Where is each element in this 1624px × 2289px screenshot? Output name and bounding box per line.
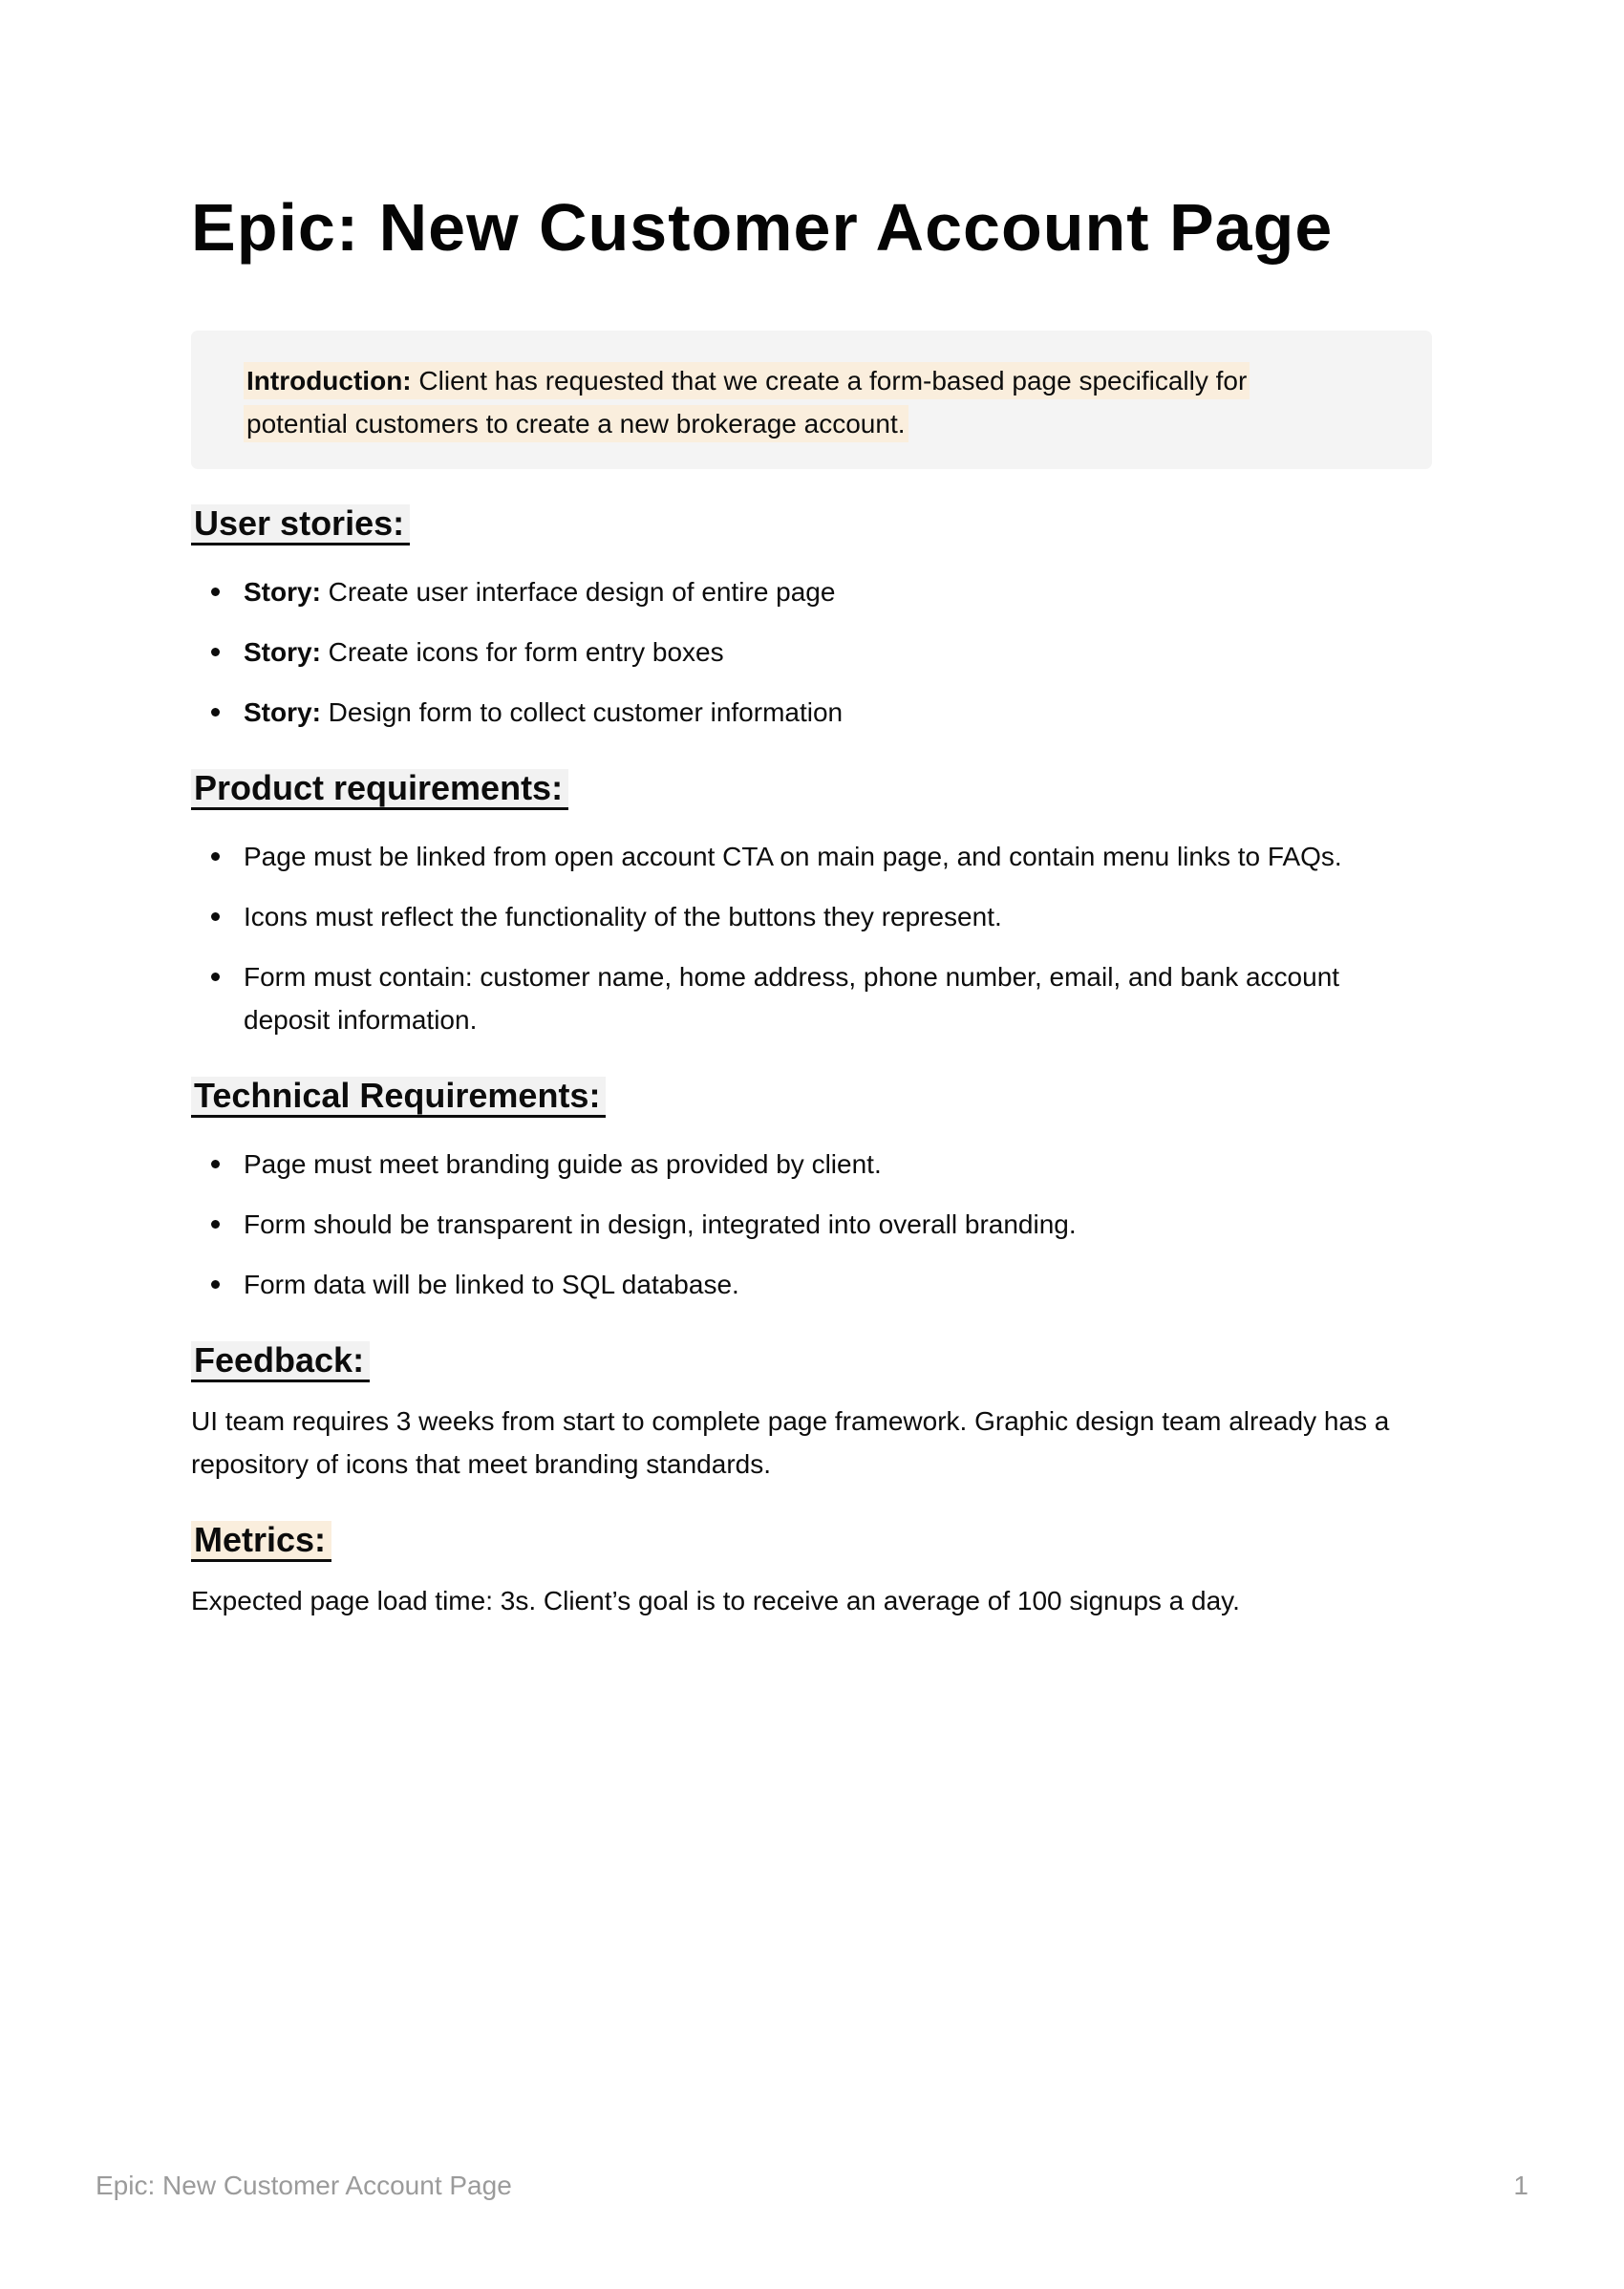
bullet-list bbox=[191, 835, 1433, 1041]
bullet-item: Form should be transparent in design, integrated into overall branding. bbox=[191, 1203, 1433, 1246]
document-page bbox=[0, 187, 1624, 2289]
bullet-item: Icons must reflect the functionality of the buttons they represent. bbox=[191, 895, 1433, 938]
section-user-stories bbox=[0, 503, 1624, 734]
heading-highlight: User stories: bbox=[191, 504, 410, 546]
footer-page-number: 1 bbox=[1513, 2171, 1528, 2200]
bullet-item: Form data will be linked to SQL database. bbox=[191, 1263, 1433, 1306]
bullet-item: Story: Create user interface design of entire page bbox=[191, 570, 1433, 613]
section-metrics bbox=[0, 1520, 1624, 1622]
section-heading-feedback bbox=[191, 1340, 1624, 1382]
section-paragraph: UI team requires 3 weeks from start to complete page framework. Graphic design team already has a repository of icons that meet branding standards. bbox=[191, 1406, 1390, 1479]
heading-highlight: Technical Requirements: bbox=[191, 1077, 606, 1118]
heading-highlight: Product requirements: bbox=[191, 769, 568, 810]
page-footer bbox=[96, 2171, 1528, 2201]
bullet-lead: Story: bbox=[244, 697, 321, 727]
bullet-item: Form must contain: customer name, home address, phone number, email, and bank account deposit information. bbox=[191, 955, 1433, 1041]
intro-paragraph bbox=[244, 359, 1389, 445]
bullet-lead: Story: bbox=[244, 577, 321, 607]
heading-highlight: Feedback: bbox=[191, 1341, 370, 1382]
page-title: Epic: New Customer Account Page bbox=[191, 190, 1334, 265]
intro-highlight-line1 bbox=[244, 362, 1250, 399]
heading-highlight: Metrics: bbox=[191, 1521, 331, 1562]
intro-highlight-line2: potential customers to create a new brokerage account. bbox=[244, 405, 908, 442]
section-heading-metrics bbox=[191, 1520, 1624, 1562]
intro-label: Introduction: bbox=[246, 366, 412, 396]
bullet-lead: Story: bbox=[244, 637, 321, 667]
intro-panel bbox=[191, 331, 1432, 469]
bullet-item: Story: Design form to collect customer information bbox=[191, 691, 1433, 734]
bullet-item: Story: Create icons for form entry boxes bbox=[191, 631, 1433, 674]
bullet-list bbox=[191, 1143, 1433, 1306]
section-technical-requirements bbox=[0, 1076, 1624, 1306]
section-feedback bbox=[0, 1340, 1624, 1486]
intro-line1-text: Client has requested that we create a form-based page specifically for bbox=[411, 366, 1248, 396]
bullet-list bbox=[191, 570, 1433, 734]
section-heading-product-requirements bbox=[191, 768, 1624, 810]
footer-doc-title: Epic: New Customer Account Page bbox=[96, 2171, 512, 2200]
section-heading-user-stories bbox=[191, 503, 1624, 546]
section-product-requirements bbox=[0, 768, 1624, 1041]
bullet-item: Page must be linked from open account CTA on main page, and contain menu links to FAQs. bbox=[191, 835, 1433, 878]
section-paragraph: Expected page load time: 3s. Client’s goal is to receive an average of 100 signups a day. bbox=[191, 1586, 1240, 1615]
bullet-item: Page must meet branding guide as provided by client. bbox=[191, 1143, 1433, 1186]
sections-container bbox=[0, 503, 1624, 1622]
section-heading-technical-requirements bbox=[191, 1076, 1624, 1118]
